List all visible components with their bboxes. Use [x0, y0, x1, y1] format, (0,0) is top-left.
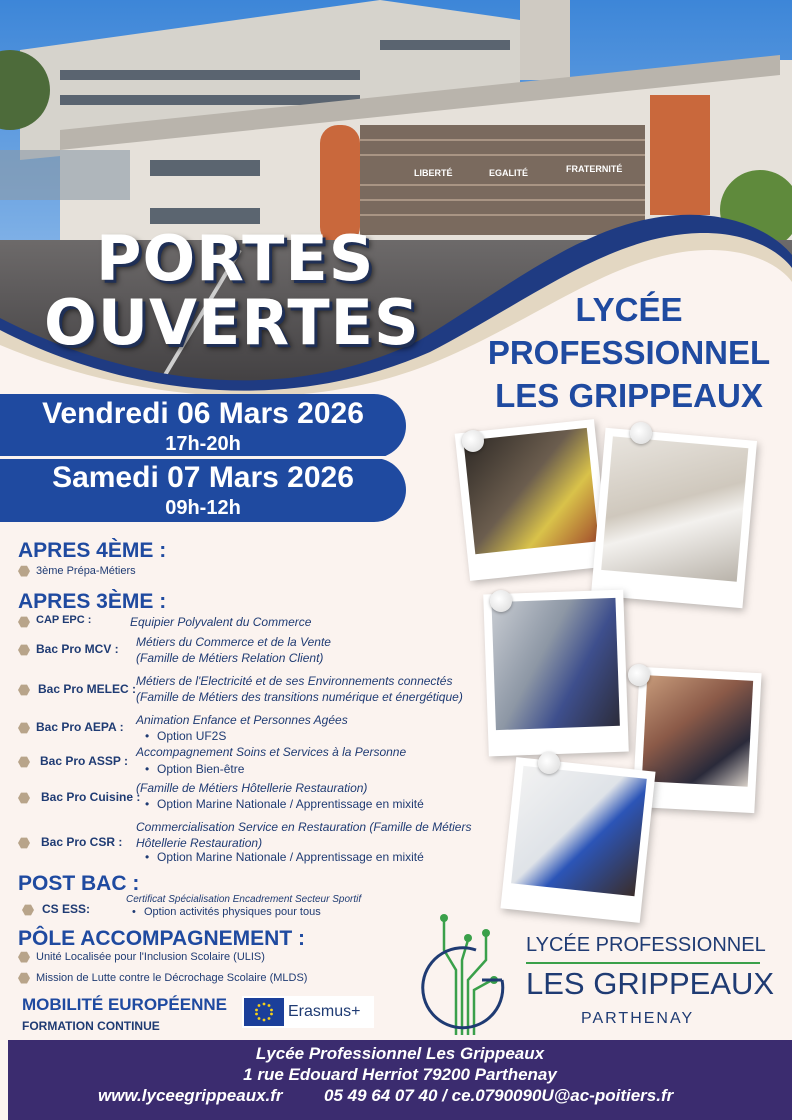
- eu-flag-icon: [244, 998, 284, 1026]
- footer-contact[interactable]: 05 49 64 07 40 / ce.0790090U@ac-poitiers.fr: [324, 1086, 674, 1105]
- desc-cap-epc: Equipier Polyvalent du Commerce: [130, 615, 312, 629]
- item-ulis: Unité Localisée pour l'Inclusion Scolaire (ULIS): [36, 951, 265, 963]
- hexagon-bullet-icon: [18, 837, 30, 849]
- pin-icon: [462, 430, 484, 452]
- mobilite-europeenne: MOBILITÉ EUROPÉENNE: [22, 995, 227, 1014]
- desc-bac-aepa: Animation Enfance et Personnes Agées: [136, 713, 348, 727]
- label-bac-aepa: Bac Pro AEPA :: [36, 720, 124, 734]
- section-apres-3eme: APRES 3ÈME :: [18, 590, 167, 613]
- title-portes: PORTES: [96, 222, 375, 295]
- option-marine-csr: • Option Marine Nationale / Apprentissage en mixité: [157, 850, 424, 864]
- hours-saturday: 09h-12h: [165, 497, 241, 519]
- desc-bac-melec: Métiers de l'Electricité et de ses Environnements connectés (Famille de Métiers des transitions numérique et énergétique): [136, 674, 463, 704]
- school-logo: [416, 910, 792, 1040]
- photo-english-class: [500, 757, 655, 923]
- section-apres-4eme: APRES 4ÈME :: [18, 539, 167, 562]
- section-post-bac: POST BAC :: [18, 872, 140, 895]
- hexagon-bullet-icon: [18, 616, 30, 628]
- date-friday: Vendredi 06 Mars 2026: [42, 397, 364, 430]
- desc-bac-cuisine: (Famille de Métiers Hôtellerie Restauration): [136, 781, 368, 795]
- footer-school-name: Lycée Professionnel Les Grippeaux: [255, 1044, 545, 1063]
- desc-bac-mcv: Métiers du Commerce et de la Vente (Famille de Métiers Relation Client): [136, 635, 331, 665]
- circuit-tree-icon: [416, 910, 516, 1040]
- label-bac-melec: Bac Pro MELEC :: [38, 682, 137, 696]
- hexagon-bullet-icon: [22, 904, 34, 916]
- hexagon-bullet-icon: [18, 756, 30, 768]
- date-saturday: Samedi 07 Mars 2026: [52, 461, 354, 494]
- list-item: [18, 951, 265, 963]
- formation-continue: FORMATION CONTINUE: [22, 1019, 160, 1033]
- school-title-line1: LYCÉE: [575, 291, 683, 328]
- building-word-fraternite: FRATERNITÉ: [566, 164, 623, 174]
- label-bac-assp: Bac Pro ASSP :: [40, 754, 129, 768]
- hexagon-bullet-icon: [18, 684, 30, 696]
- hours-friday: 17h-20h: [165, 433, 241, 455]
- list-item: [18, 565, 136, 577]
- hexagon-bullet-icon: [18, 792, 30, 804]
- erasmus-label: Erasmus+: [288, 1003, 361, 1020]
- hexagon-bullet-icon: [18, 951, 30, 963]
- logo-line2: LES GRIPPEAUX: [526, 966, 775, 1001]
- building-word-liberte: LIBERTÉ: [414, 168, 453, 178]
- section-pole-accompagnement: PÔLE ACCOMPAGNEMENT :: [18, 927, 305, 950]
- option-bien-etre: • Option Bien-être: [157, 762, 244, 776]
- date-band-saturday: [0, 458, 406, 522]
- desc-cs-ess: Certificat Spécialisation Encadrement Secteur Sportif: [126, 894, 362, 905]
- hexagon-bullet-icon: [18, 565, 30, 577]
- desc-bac-assp: Accompagnement Soins et Services à la Personne: [136, 745, 407, 759]
- date-band-friday: [0, 394, 406, 458]
- list-item: [18, 972, 307, 984]
- label-bac-mcv: Bac Pro MCV :: [36, 642, 119, 656]
- school-title-line3: LES GRIPPEAUX: [495, 377, 763, 414]
- erasmus-badge: [242, 996, 374, 1028]
- photo-nursing: [591, 428, 757, 609]
- pin-icon: [630, 422, 652, 444]
- label-cs-ess: CS ESS:: [42, 902, 91, 916]
- item-mlds: Mission de Lutte contre le Décrochage Scolaire (MLDS): [36, 972, 308, 984]
- footer-address: 1 rue Edouard Herriot 79200 Parthenay: [243, 1065, 557, 1084]
- pin-icon: [538, 752, 560, 774]
- option-marine-cuisine: • Option Marine Nationale / Apprentissage en mixité: [157, 797, 424, 811]
- label-cap-epc: CAP EPC :: [36, 614, 92, 626]
- pin-icon: [628, 664, 650, 686]
- band-divider: [0, 456, 400, 459]
- hexagon-bullet-icon: [18, 722, 30, 734]
- label-bac-csr: Bac Pro CSR :: [41, 835, 123, 849]
- pin-icon: [490, 590, 512, 612]
- title-ouvertes: OUVERTES: [44, 286, 420, 359]
- item-3eme-prepa: 3ème Prépa-Métiers: [36, 565, 136, 577]
- logo-divider: [526, 962, 760, 964]
- hexagon-bullet-icon: [18, 644, 30, 656]
- option-uf2s: • Option UF2S: [157, 729, 226, 743]
- option-activites-physiques: • Option activités physiques pour tous: [144, 906, 321, 918]
- footer-website-link[interactable]: www.lyceegrippeaux.fr: [98, 1086, 283, 1105]
- logo-line3: PARTHENAY: [581, 1010, 695, 1027]
- school-title: [474, 288, 784, 417]
- logo-line1: LYCÉE PROFESSIONNEL: [526, 934, 766, 956]
- hexagon-bullet-icon: [18, 972, 30, 984]
- desc-bac-csr: Commercialisation Service en Restauration (Famille de Métiers Hôtellerie Restauration): [136, 820, 472, 850]
- photo-collage: [440, 420, 792, 940]
- photo-electricity: [483, 590, 629, 757]
- building-word-egalite: EGALITÉ: [489, 168, 529, 178]
- footer: [8, 1040, 792, 1120]
- label-bac-cuisine: Bac Pro Cuisine :: [41, 790, 141, 804]
- school-title-line2: PROFESSIONNEL: [487, 334, 771, 371]
